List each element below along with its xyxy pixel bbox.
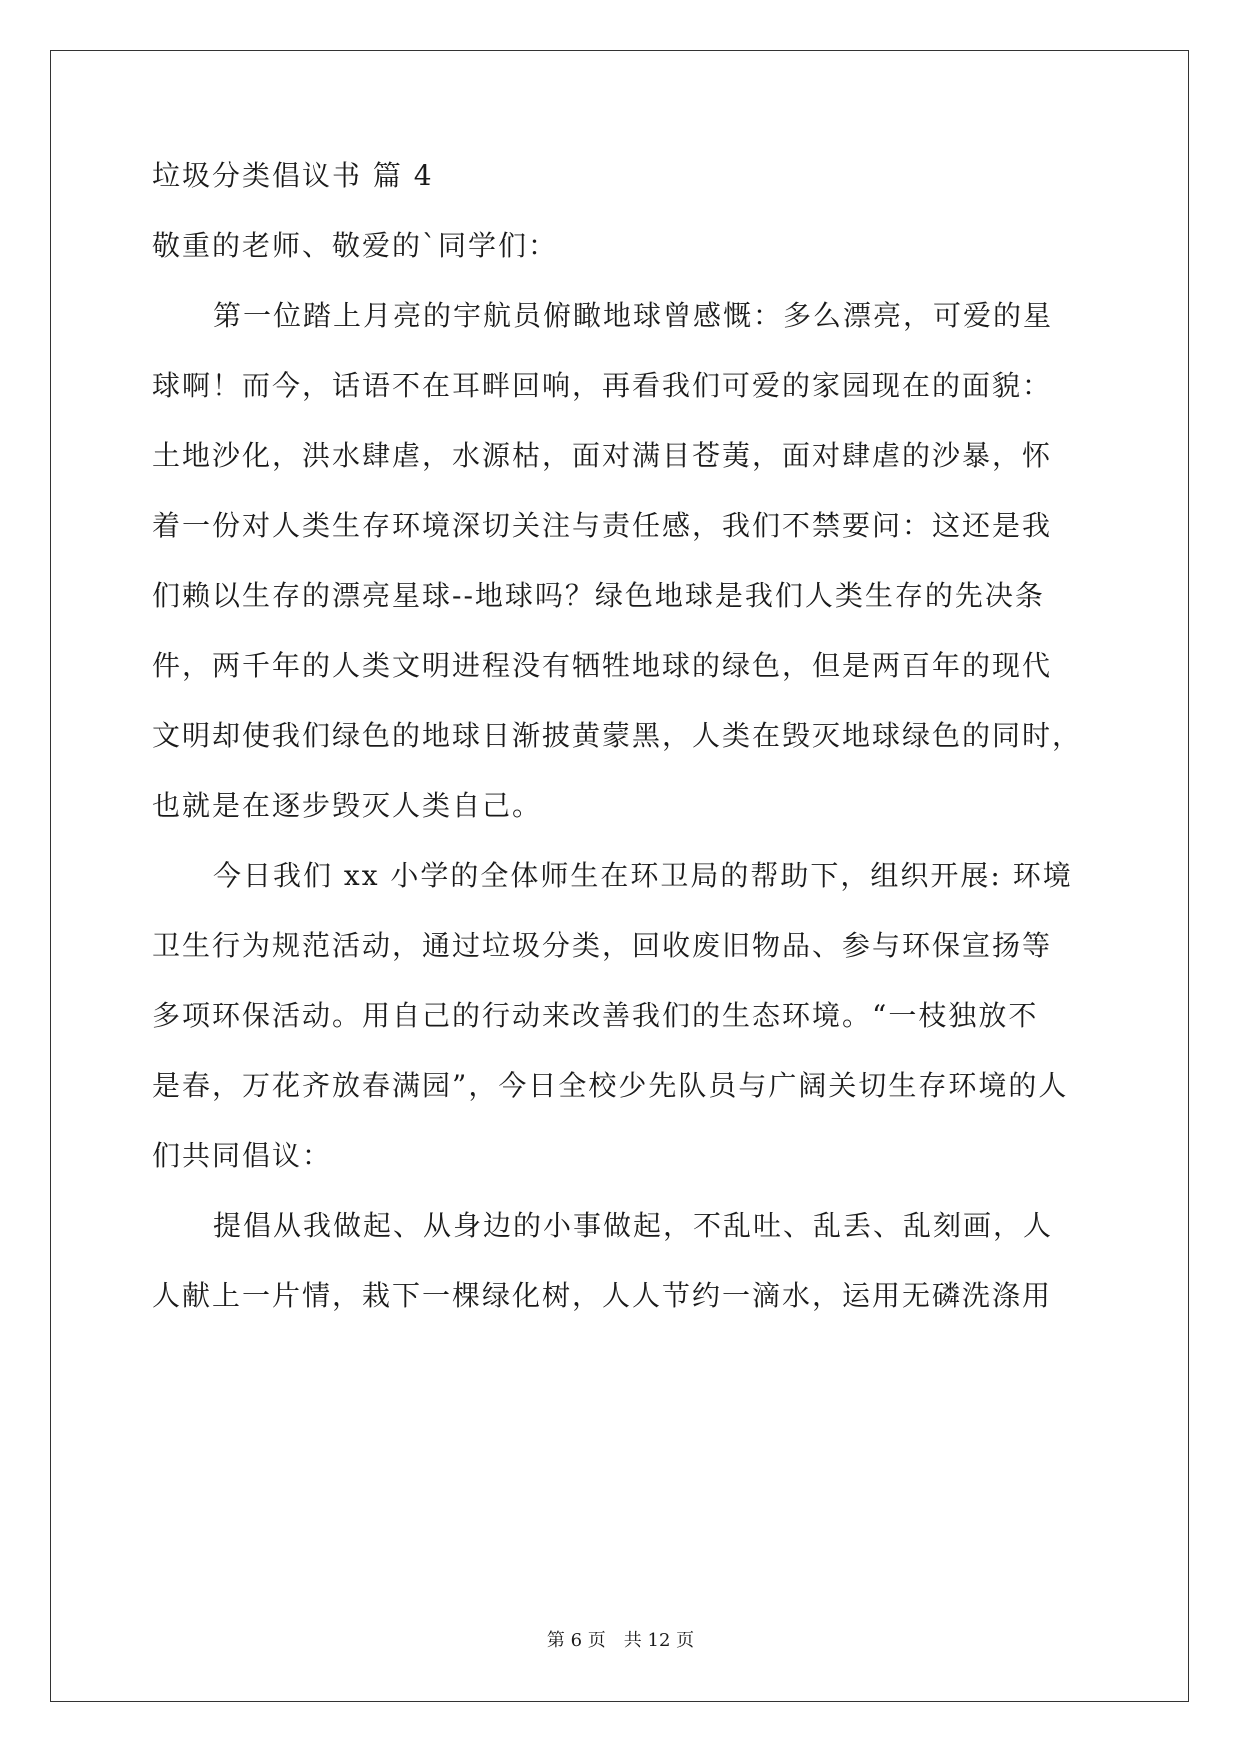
- paragraph-3-line: 人献上一片情，栽下一棵绿化树，人人节约一滴水，运用无磷洗涤用: [152, 1279, 1053, 1312]
- paragraph-3-line: 提倡从我做起、从身边的小事做起，不乱吐、乱丢、乱刻画，人: [213, 1209, 1054, 1242]
- paragraph-1-line: 文明却使我们绿色的地球日渐披黄蒙黑，人类在毁灭地球绿色的同时，: [152, 719, 1083, 752]
- paragraph-1-line: 件，两千年的人类文明进程没有牺牲地球的绿色，但是两百年的现代: [152, 649, 1053, 682]
- paragraph-1-line: 第一位踏上月亮的宇航员俯瞰地球曾感慨：多么漂亮，可爱的星: [213, 299, 1054, 332]
- paragraph-1-line: 着一份对人类生存环境深切关注与责任感，我们不禁要问：这还是我: [152, 509, 1053, 542]
- paragraph-2-line: 今日我们 xx 小学的全体师生在环卫局的帮助下，组织开展: 环境: [213, 859, 1073, 892]
- document-title: 垃圾分类倡议书 篇 4: [152, 159, 434, 192]
- paragraph-2-line: 是春，万花齐放春满园”，今日全校少先队员与广阔关切生存环境的人: [152, 1069, 1069, 1102]
- paragraph-1-line: 们赖以生存的漂亮星球--地球吗？绿色地球是我们人类生存的先决条: [152, 579, 1045, 612]
- paragraph-1-line: 球啊！而今，话语不在耳畔回响，再看我们可爱的家园现在的面貌：: [152, 369, 1053, 402]
- paragraph-1-line: 也就是在逐步毁灭人类自己。: [152, 789, 543, 822]
- paragraph-1-line: 土地沙化，洪水肆虐，水源枯，面对满目苍荑，面对肆虐的沙暴，怀: [152, 439, 1053, 472]
- paragraph-2-line: 多项环保活动。用自己的行动来改善我们的生态环境。“一枝独放不: [152, 999, 1039, 1032]
- salutation: 敬重的老师、敬爱的`同学们：: [152, 229, 559, 262]
- paragraph-2-line: 们共同倡议：: [152, 1139, 333, 1172]
- paragraph-2-line: 卫生行为规范活动，通过垃圾分类，回收废旧物品、参与环保宣扬等: [152, 929, 1053, 962]
- page-number-footer: 第 6 页 共 12 页: [546, 1630, 695, 1651]
